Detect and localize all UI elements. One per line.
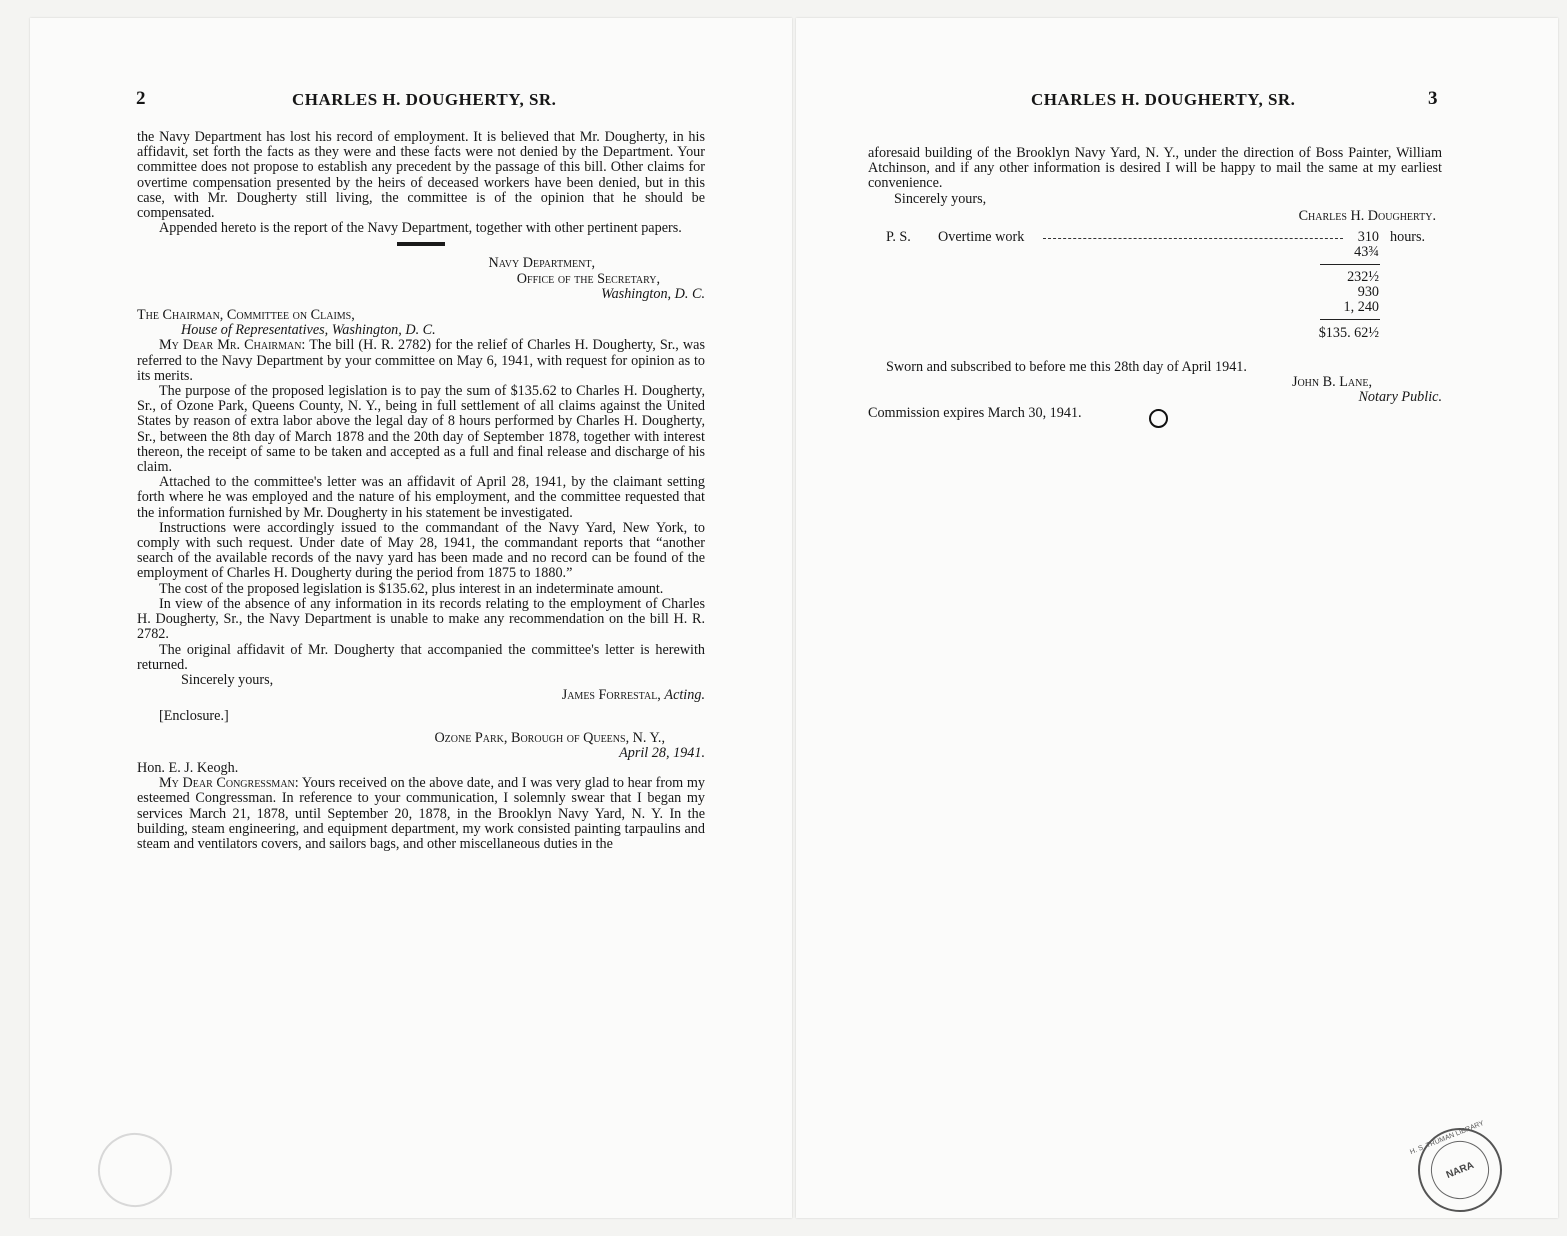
right-page-body xyxy=(868,146,1442,421)
intro-paragraph: the Navy Department has lost his record of employment. It is believed that Mr. Dougherty, in his affidavit, set forth the facts as they were and these facts were not denied by the Department. Your committee does not propose to establish any precedent by the passage of this bill. Other claims for overtime compensation presented by the heirs of deceased workers have been denied, but in this case, with Mr. Dougherty still living, the committee is of the opinion that he should be compensated. xyxy=(137,129,705,222)
enclosure-note: [Enclosure.] xyxy=(159,708,229,725)
letter2-salutation: My Dear Congressman: xyxy=(159,775,299,792)
affidavit-continuation: aforesaid building of the Brooklyn Navy Yard, N. Y., under the direction of Boss Painter, William Atchinson, and if any other information is desired I will be happy to mail the same at my earliest convenience. xyxy=(868,145,1442,192)
letter-from-line-2: Office of the Secretary, xyxy=(516,270,660,287)
calc-line: 232½ xyxy=(1347,269,1379,286)
letter2-paragraph: Yours received on the above date, and I was very glad to hear from my esteemed Congressman. In reference to your communication, I solemnly swear that I began my services March 21, 1878, until September 20, 1878, in the Brooklyn Navy Yard, N. Y. In the building, steam engineering, and equipment department, my work consisted painting tarpaulins and steam and ventilators covers, and sailors bags, and other miscellaneous duties in the xyxy=(137,775,706,852)
faint-stamp-mark xyxy=(90,1125,181,1216)
letter-paragraph: Attached to the committee's letter was an affidavit of April 28, 1941, by the claimant setting forth where he was employed and the nature of his employment, and the committee requested that the information furnished by Mr. Dougherty in his statement be investigated. xyxy=(137,474,705,521)
letter2-addressee: Hon. E. J. Keogh. xyxy=(137,759,239,776)
letter-from-line-3: Washington, D. C. xyxy=(601,285,705,302)
right-page xyxy=(796,18,1558,1218)
notary-name: John B. Lane, xyxy=(1291,374,1372,391)
hours-unit: hours. xyxy=(1390,229,1426,246)
ps-label: P. S. xyxy=(886,229,911,246)
running-head: CHARLES H. DOUGHERTY, SR. xyxy=(292,90,557,109)
sworn-statement: Sworn and subscribed to before me this 28th day of April 1941. xyxy=(886,359,1247,376)
letter-paragraph: The purpose of the proposed legislation is to pay the sum of $135.62 to Charles H. Dougherty, Sr., of Ozone Park, Queens County, N. Y., being in full settlement of all claims against the United States by reason of extra labor above the legal day of 8 hours performed by Charles H. Dougherty, Sr., between the 8th day of March 1878 and the 20th day of September 1878, together with interest thereon, the receipt of same to be taken and accepted as a full and final release and discharge of his claim. xyxy=(137,383,705,476)
calc-total: $135. 62½ xyxy=(1318,325,1379,342)
overtime-label: Overtime work xyxy=(938,229,1025,246)
right-page-header xyxy=(796,90,1558,116)
overtime-calculation xyxy=(868,230,1442,354)
letter-paragraph: The bill (H. R. 2782) for the relief of Charles H. Dougherty, Sr., was referred to the Navy Department by your committee on May 6, 1941, with request for opinion as to its merits. xyxy=(137,337,705,384)
signature-name: James Forrestal, xyxy=(561,687,661,704)
hours-value: 310 xyxy=(1357,229,1379,246)
letter-paragraph: The cost of the proposed legislation is $135.62, plus interest in an indeterminate amount. xyxy=(159,580,664,597)
stamp-center-text: NARA xyxy=(1444,1159,1476,1181)
letter-from-line-1: Navy Department, xyxy=(488,255,595,272)
affidavit-signature: Charles H. Dougherty. xyxy=(1298,207,1436,224)
letter-paragraph: Instructions were accordingly issued to the commandant of the Navy Yard, New York, to comply with such request. Under date of May 28, 1941, the commandant reports that “another search of the available records of the navy yard has been made and no record can be found of the employment of Charles H. Dougherty during the period from 1875 to 1880.” xyxy=(137,519,705,582)
signature-title: Acting. xyxy=(664,687,705,704)
left-page xyxy=(30,18,792,1218)
appended-paragraph: Appended hereto is the report of the Navy Department, together with other pertinent papers. xyxy=(159,220,682,237)
calc-rule xyxy=(1320,319,1380,320)
letter2-place: Ozone Park, Borough of Queens, N. Y., xyxy=(434,729,665,746)
commission-expiry: Commission expires March 30, 1941. xyxy=(868,404,1082,421)
page-number: 3 xyxy=(1428,88,1438,109)
letter2-date: April 28, 1941. xyxy=(619,744,705,761)
section-divider xyxy=(397,242,445,246)
dot-leaders xyxy=(1043,238,1343,239)
stamp-ring-text: H. S. TRUMAN LIBRARY xyxy=(1409,1119,1486,1157)
left-page-header xyxy=(30,90,792,116)
calc-rule xyxy=(1320,264,1380,265)
letter-paragraph: In view of the absence of any information in its records relating to the employment of Charles H. Dougherty, Sr., the Navy Department is unable to make any recommendation on the bill H. R. 2782. xyxy=(137,595,705,643)
hourly-rate: 43¾ xyxy=(1354,244,1379,261)
left-page-body xyxy=(137,130,705,852)
letter-closing: Sincerely yours, xyxy=(181,671,274,688)
calc-line: 1, 240 xyxy=(1343,299,1379,316)
notary-title: Notary Public. xyxy=(1358,389,1442,406)
letter-paragraph: The original affidavit of Mr. Dougherty that accompanied the committee's letter is herewith returned. xyxy=(137,641,705,673)
letter-to-line-2: House of Representatives, Washington, D. C. xyxy=(181,322,436,339)
running-head: CHARLES H. DOUGHERTY, SR. xyxy=(1031,90,1296,109)
calc-line: 930 xyxy=(1357,284,1379,301)
affidavit-closing: Sincerely yours, xyxy=(894,190,987,207)
letter-to-line-1: The Chairman, Committee on Claims, xyxy=(137,307,355,324)
end-of-document-mark xyxy=(1149,409,1168,428)
letter-salutation: My Dear Mr. Chairman: xyxy=(159,337,306,354)
page-number: 2 xyxy=(136,88,146,109)
